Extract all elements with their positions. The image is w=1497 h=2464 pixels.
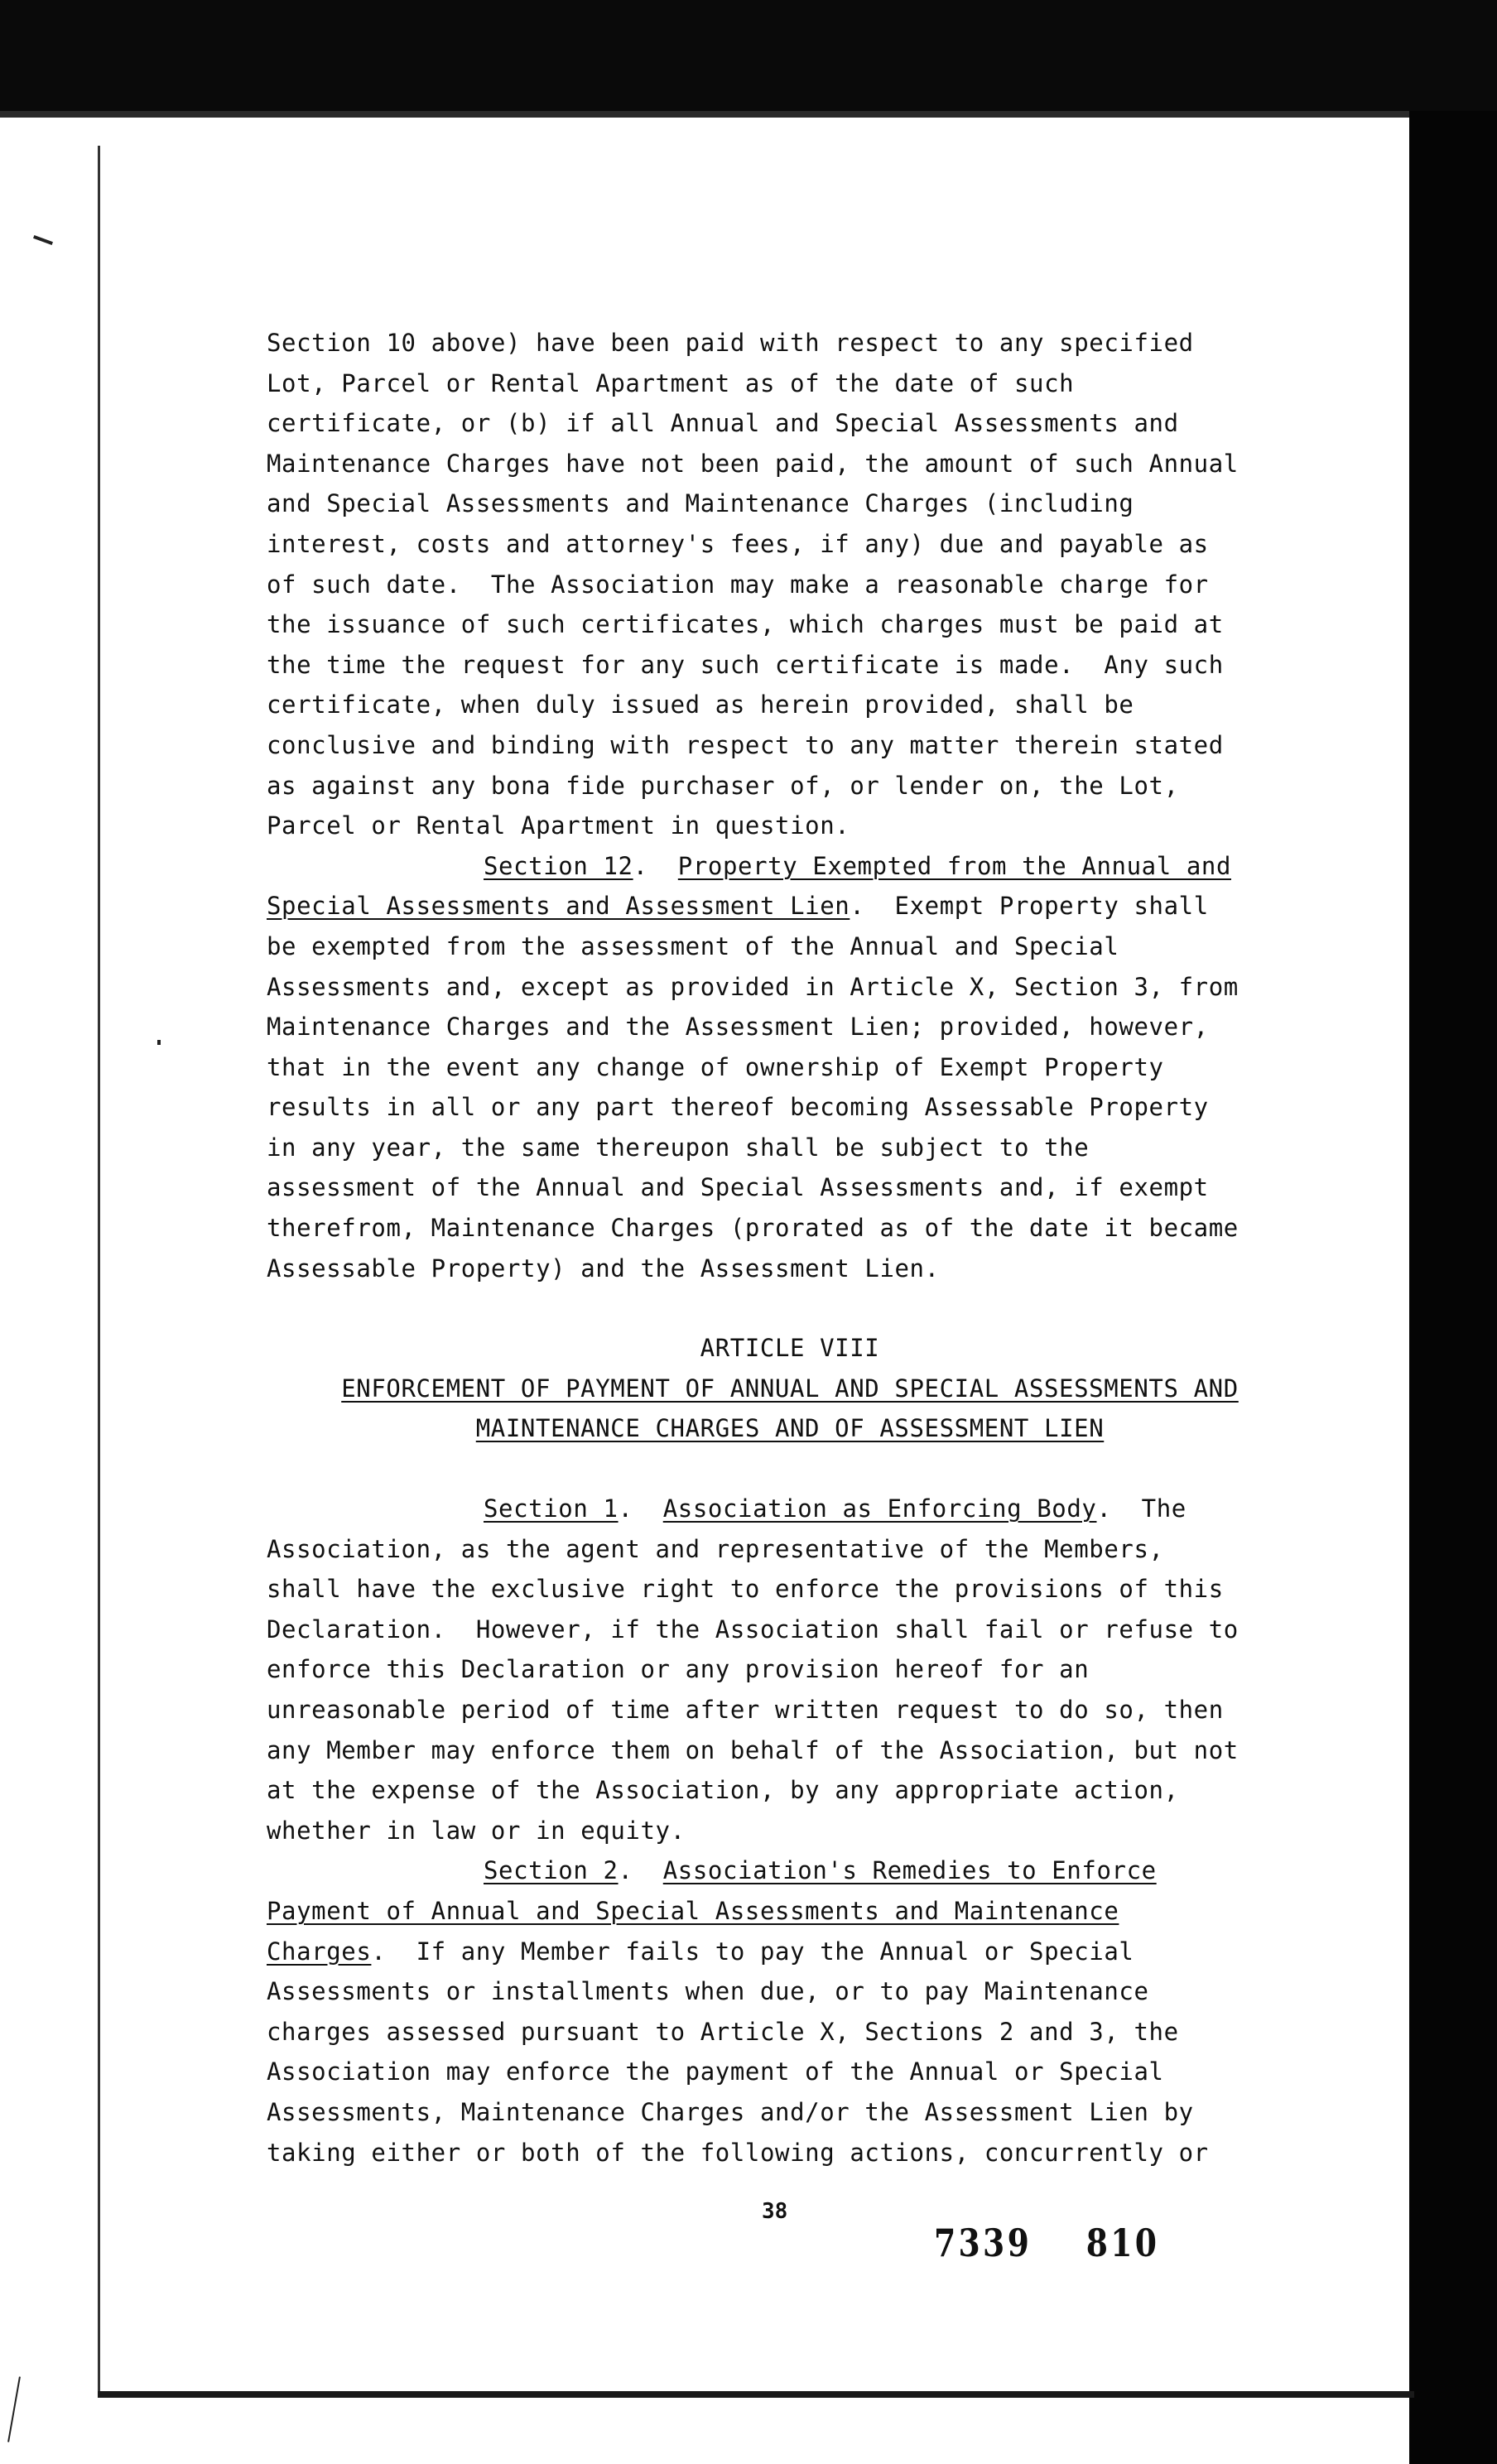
section-1-heading-line: Section 1. Association as Enforcing Body. The [484, 1494, 1187, 1523]
text-line: and Special Assessments and Maintenance Charges (including [267, 489, 1134, 518]
text-line: in any year, the same thereupon shall be subject to the [267, 1133, 1090, 1162]
article-heading-block [267, 1328, 1343, 1449]
scan-mark [157, 1040, 161, 1045]
text-line: Maintenance Charges have not been paid, the amount of such Annual [267, 449, 1239, 478]
page-reference: 810 [1085, 2221, 1160, 2265]
section-12 [267, 846, 1343, 1289]
text-line: Association may enforce the payment of the Annual or Special [267, 2057, 1164, 2086]
text-line: Association, as the agent and representative of the Members, [267, 1534, 1164, 1563]
section-2-heading-line-2 [267, 1891, 1343, 1932]
scan-top-border [0, 0, 1497, 111]
article-title-line [267, 1408, 1343, 1449]
text-line: assessment of the Annual and Special Assessments and, if exempt [267, 1173, 1209, 1202]
text-line: therefrom, Maintenance Charges (prorated as of the date it became [267, 1214, 1239, 1243]
section-2-title-end: Charges [267, 1937, 372, 1966]
text-line: Assessments, Maintenance Charges and/or the Assessment Lien by [267, 2097, 1194, 2126]
text-line: taking either or both of the following actions, concurrently or [267, 2138, 1209, 2167]
text-line: the issuance of such certificates, which charges must be paid at [267, 610, 1224, 639]
recording-stamp [934, 2221, 1214, 2265]
text-line: Assessable Property) and the Assessment Lien. [267, 1254, 940, 1283]
text-line: Maintenance Charges and the Assessment Lien; provided, however, [267, 1013, 1209, 1042]
section-1-label: Section 1 [484, 1494, 619, 1523]
text-line: of such date. The Association may make a reasonable charge for [267, 570, 1209, 599]
text-line: Assessments and, except as provided in Article X, Section 3, from [267, 972, 1239, 1001]
text-line: certificate, when duly issued as herein provided, shall be [267, 691, 1134, 719]
text-line: interest, costs and attorney's fees, if any) due and payable as [267, 529, 1209, 558]
article-heading: ARTICLE VIII [700, 1334, 880, 1363]
scan-mark [7, 2376, 21, 2442]
section-1 [267, 1489, 1343, 1850]
text-line: Parcel or Rental Apartment in question. [267, 811, 850, 840]
text-line: Declaration. However, if the Association shall fail or refuse to [267, 1615, 1239, 1643]
scan-top-edge [0, 111, 1497, 118]
section-2-heading-line-3 [267, 1932, 1343, 1972]
text-line: unreasonable period of time after written request to do so, then [267, 1696, 1224, 1724]
article-title-line [267, 1369, 1343, 1409]
spacer [267, 1449, 1343, 1489]
document-body [267, 323, 1343, 2173]
continuation-paragraph [267, 323, 1343, 846]
section-12-title: Property Exempted from the Annual and [677, 851, 1231, 880]
text-line: Section 10 above) have been paid with respect to any specified [267, 329, 1194, 357]
scan-left-edge [98, 146, 100, 2391]
page-number: 38 [762, 2199, 788, 2224]
spacer [267, 1288, 1343, 1328]
text-line: any Member may enforce them on behalf of the Association, but not [267, 1735, 1239, 1764]
text-line: certificate, or (b) if all Annual and Special Assessments and [267, 409, 1179, 438]
text-line: be exempted from the assessment of the Annual and Special [267, 931, 1119, 960]
text-line: that in the event any change of ownership of Exempt Property [267, 1052, 1164, 1081]
text-line: enforce this Declaration or any provision hereof for an [267, 1655, 1090, 1684]
section-2-text-start: . If any Member fails to pay the Annual or Special [371, 1937, 1134, 1966]
section-12-heading-line: Section 12. Property Exempted from the Annual and [484, 851, 1231, 880]
section-2-title: Association's Remedies to Enforce [662, 1856, 1157, 1885]
text-line: results in all or any part thereof becoming Assessable Property [267, 1093, 1209, 1122]
text-line: conclusive and binding with respect to any matter therein stated [267, 730, 1224, 759]
text-line: whether in law or in equity. [267, 1816, 686, 1845]
section-2 [267, 1850, 1343, 2173]
section-12-title-cont: Special Assessments and Assessment Lien [267, 892, 850, 921]
section-2-title-cont: Payment of Annual and Special Assessments and Maintenance [267, 1896, 1119, 1925]
scan-bottom-edge [98, 2391, 1414, 2398]
scan-mark [33, 235, 53, 245]
article-title-1: ENFORCEMENT OF PAYMENT OF ANNUAL AND SPECIAL ASSESSMENTS AND [341, 1374, 1239, 1403]
text-line: shall have the exclusive right to enforce the provisions of this [267, 1575, 1224, 1604]
text-line: the time the request for any such certificate is made. Any such [267, 650, 1224, 679]
scan-right-border [1409, 111, 1497, 2464]
section-2-heading-line: Section 2. Association's Remedies to Enforce [484, 1856, 1157, 1885]
text-line: Assessments or installments when due, or to pay Maintenance [267, 1977, 1149, 2006]
section-12-heading-line-2 [267, 886, 1343, 926]
section-1-text-start: . The [1096, 1494, 1187, 1523]
section-2-label: Section 2 [484, 1856, 619, 1885]
text-line: charges assessed pursuant to Article X, Sections 2 and 3, the [267, 2017, 1179, 2046]
text-line: as against any bona fide purchaser of, or lender on, the Lot, [267, 771, 1179, 800]
text-line: at the expense of the Association, by any appropriate action, [267, 1776, 1179, 1805]
text-line: Lot, Parcel or Rental Apartment as of the date of such [267, 368, 1075, 397]
section-1-title: Association as Enforcing Body [662, 1494, 1097, 1523]
section-12-text-start: . Exempt Property shall [850, 892, 1209, 921]
book-number: 7339 [934, 2221, 1032, 2265]
section-12-label: Section 12 [484, 851, 633, 880]
article-title-2: MAINTENANCE CHARGES AND OF ASSESSMENT LIEN [475, 1414, 1105, 1443]
